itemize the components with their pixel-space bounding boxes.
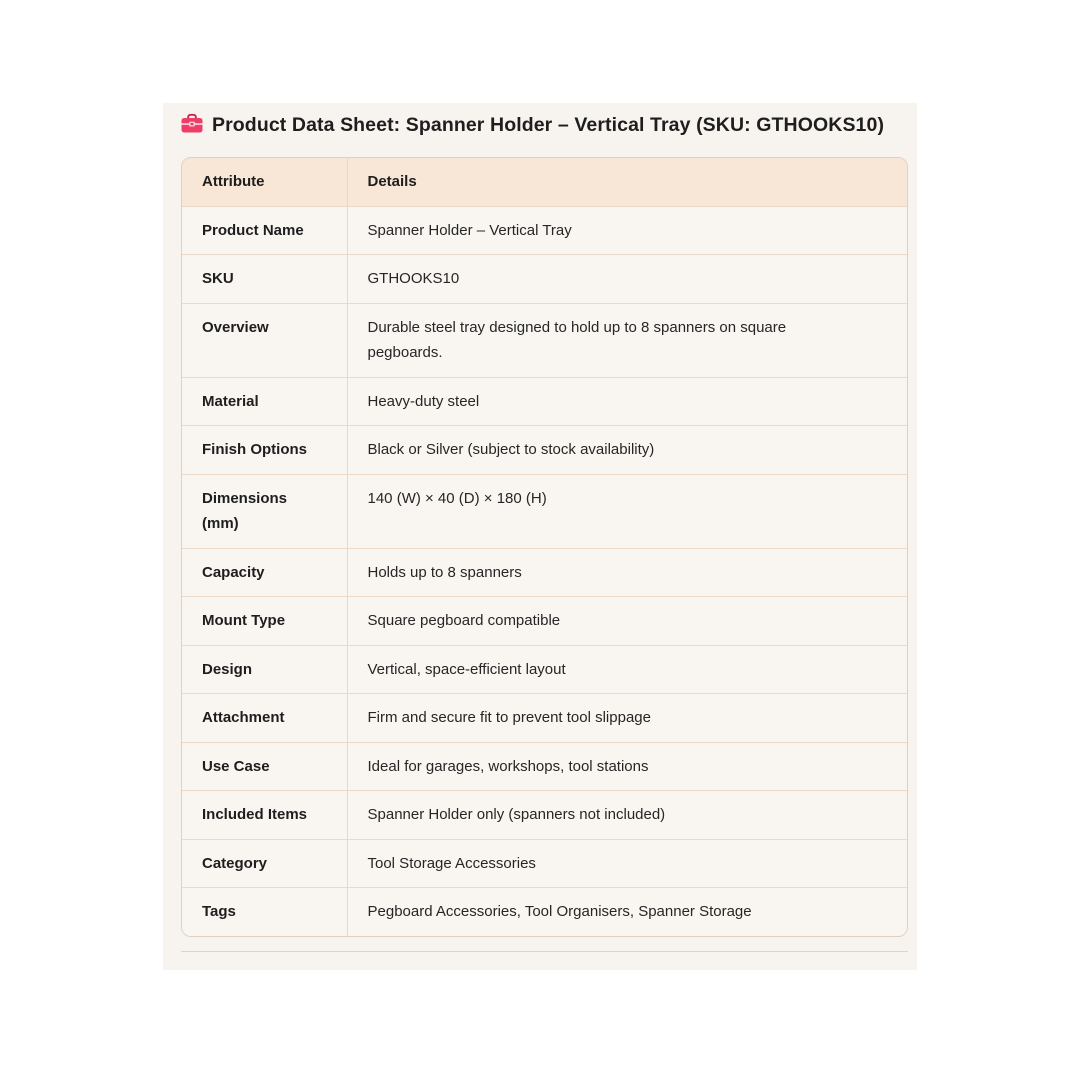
- table-row: [182, 303, 907, 377]
- attribute-cell: Dimensions (mm): [182, 474, 347, 548]
- table-header-row: [182, 158, 907, 206]
- details-cell: Tool Storage Accessories: [347, 839, 907, 888]
- column-header-details: Details: [347, 158, 907, 206]
- table-row: [182, 694, 907, 743]
- attribute-cell: Included Items: [182, 791, 347, 840]
- product-data-sheet: [163, 103, 917, 970]
- bottom-divider: [181, 951, 908, 952]
- details-cell: Durable steel tray designed to hold up to 8 spanners on square pegboards.: [347, 303, 907, 377]
- details-cell: Pegboard Accessories, Tool Organisers, Spanner Storage: [347, 888, 907, 936]
- attribute-cell: Overview: [182, 303, 347, 377]
- details-cell: Square pegboard compatible: [347, 597, 907, 646]
- attribute-cell: Mount Type: [182, 597, 347, 646]
- table-row: [182, 377, 907, 426]
- table-row: [182, 548, 907, 597]
- details-cell: GTHOOKS10: [347, 255, 907, 304]
- attribute-cell: Tags: [182, 888, 347, 936]
- table-row: [182, 888, 907, 936]
- page-title: [181, 111, 908, 142]
- table-row: [182, 206, 907, 255]
- attribute-cell: Material: [182, 377, 347, 426]
- column-header-attribute: Attribute: [182, 158, 347, 206]
- details-cell: Heavy-duty steel: [347, 377, 907, 426]
- table-row: [182, 791, 907, 840]
- attribute-cell: Attachment: [182, 694, 347, 743]
- attribute-cell: Design: [182, 645, 347, 694]
- table-row: [182, 839, 907, 888]
- details-cell: Holds up to 8 spanners: [347, 548, 907, 597]
- details-cell: 140 (W) × 40 (D) × 180 (H): [347, 474, 907, 548]
- details-cell: Vertical, space-efficient layout: [347, 645, 907, 694]
- table-row: [182, 597, 907, 646]
- page-title-text: Product Data Sheet: Spanner Holder – Vertical Tray (SKU: GTHOOKS10): [212, 114, 885, 136]
- details-cell: Spanner Holder – Vertical Tray: [347, 206, 907, 255]
- attribute-cell: Product Name: [182, 206, 347, 255]
- details-cell: Ideal for garages, workshops, tool stations: [347, 742, 907, 791]
- details-cell: Spanner Holder only (spanners not included): [347, 791, 907, 840]
- details-cell: Firm and secure fit to prevent tool slippage: [347, 694, 907, 743]
- product-attributes-table: [181, 157, 908, 937]
- table-row: [182, 426, 907, 475]
- attribute-cell: Finish Options: [182, 426, 347, 475]
- attribute-cell: Capacity: [182, 548, 347, 597]
- attribute-cell: SKU: [182, 255, 347, 304]
- attribute-cell: Use Case: [182, 742, 347, 791]
- table-row: [182, 645, 907, 694]
- table-row: [182, 474, 907, 548]
- attribute-cell: Category: [182, 839, 347, 888]
- toolbox-icon: [181, 113, 203, 142]
- table-row: [182, 742, 907, 791]
- table-row: [182, 255, 907, 304]
- details-cell: Black or Silver (subject to stock availability): [347, 426, 907, 475]
